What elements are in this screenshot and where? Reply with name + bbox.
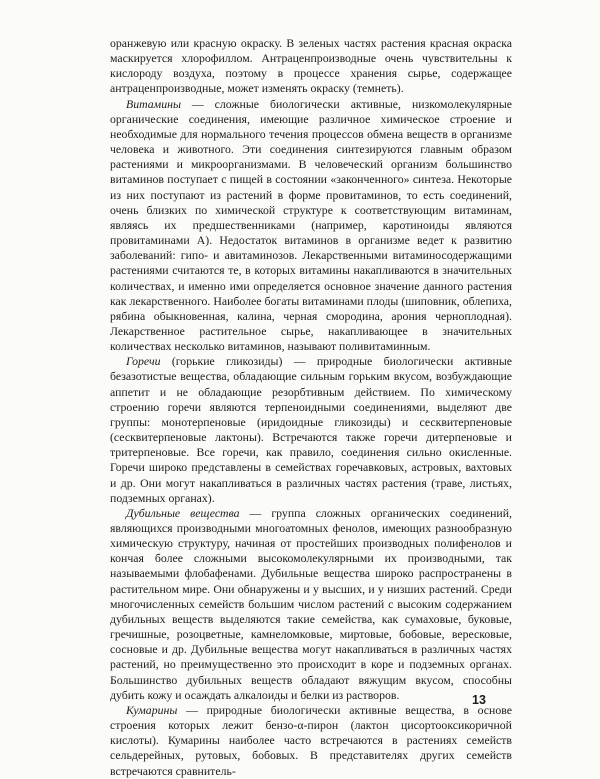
paragraph-bitters [110, 354, 512, 506]
paragraph-text: — природные биологически активные вещества, в основе строения которых лежит бензо-α-пирон (лактон цисортооксикоричной кислоты). Кумарины наиболее часто встречаются в растениях семейств сельдерейных, рутовых, бобовых. В представителях других семейств встречаются сравнитель- [110, 702, 512, 778]
term-tannins: Дубильные вещества [126, 505, 240, 520]
paragraph-text: — сложные биологически активные, низкомолекулярные органические соединения, имеющие различное химическое строение и необходимые для нормального течения процессов обмена веществ в организме человека и животного. Эти соединения синтезируются главным образом растениями и микроорганизмами. В человеческий организм большинство витаминов поступает с пищей в состоянии «законченного» синтеза. Некоторые из них поступают из растений в форме провитаминов, то есть соединений, очень близких по химической структуре к соответствующим витаминам, являясь их предшественниками (например, каротиноиды являются провитаминами А). Недостаток витаминов в организме ведет к развитию заболеваний: гипо- и авитаминозов. Лекарственными витаминосодержащими растениями считаются те, в которых витамины накапливаются в значительных количествах, и именно ими определяется основное значение данного растения как лекарственного. Наиболее богаты витаминами плоды (шиповник, облепиха, рябина обыкновенная, калина, черная смородина, арония черноплодная). Лекарственное растительное сырье, накапливающее в значительных количествах несколько витаминов, называют поливитаминным. [110, 96, 512, 354]
body-text [110, 36, 512, 779]
paragraph-text: оранжевую или красную окраску. В зеленых частях растения красная окраска маскируется хлорофиллом. Антраценпроизводные очень чувствительны к кислороду воздуха, поэтому в процессе хранения сырье, содержащее антраценпроизводные, может изменять окраску (темнеть). [110, 36, 512, 96]
term-bitters: Горечи [126, 354, 161, 369]
paragraph-anthracene-continued [110, 36, 512, 97]
paragraph-coumarins [110, 703, 512, 779]
term-vitamins: Витамины [126, 96, 181, 111]
term-coumarins: Кумарины [126, 702, 178, 717]
page-number: 13 [472, 693, 486, 707]
paragraph-vitamins [110, 97, 512, 355]
paragraph-text: — группа сложных органических соединений, являющихся производными многоатомных фенолов, имеющих разнообразную химическую структуру, начиная от простейших производных полифенолов и кончая более сложными высокомолекулярными их производными, так называемыми флобафенами. Дубильные вещества широко распространены в растительном мире. Они обнаружены и у высших, и у низших растений. Среди многочисленных семейств большим числом растений с высоким содержанием дубильных веществ выделяются такие семейства, как сумаховые, буковые, гречишные, розоцветные, камнеломковые, миртовые, бобовые, вересковые, сосновые и др. Дубильные вещества могут накапливаться в различных частях растений, но преимущественно это происходит в коре и подземных органах. Большинство дубильных веществ обладают вяжущим вкусом, способны дубить кожу и осаждать алкалоиды и белки из растворов. [110, 505, 512, 702]
paragraph-text: (горькие гликозиды) — природные биологически активные безазотистые вещества, обладающие сильным горьким вкусом, возбуждающие аппетит и не обладающие резорбтивным действием. По химическому строению горечи являются терпеноидными соединениями, выделяют две группы: монотерпеновые (иридоидные гликозиды) и сесквитерпеновые (сесквитерпеновые лактоны). Встречаются также горечи дитерпеновые и тритерпеновые. Все горечи, как правило, соединения сильно окисленные. Горечи широко представлены в семействах горечавковых, астровых, вахтовых и др. Они могут накапливаться в различных частях растения (траве, листьях, подземных органах). [110, 354, 512, 505]
paragraph-tannins [110, 506, 512, 703]
